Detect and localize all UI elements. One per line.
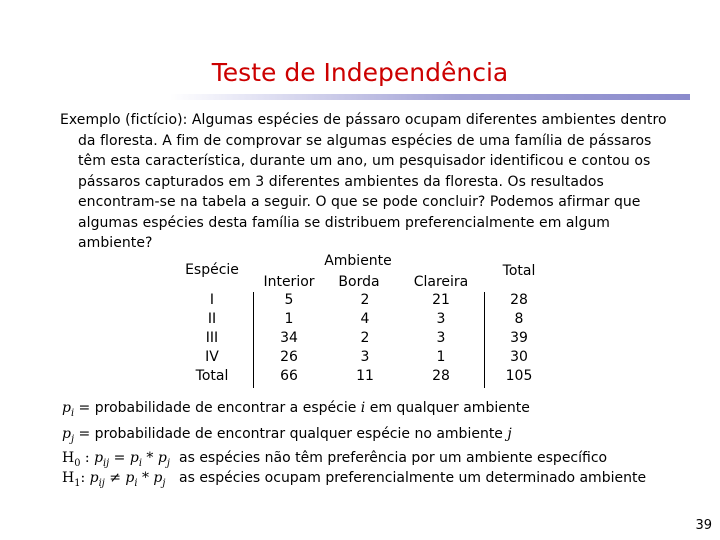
pi-text: = probabilidade de encontrar a espécie (74, 400, 361, 416)
table-cell: 28 (432, 368, 450, 384)
row-total: 30 (510, 349, 528, 365)
h1-formula: $H_1$: $p_{ij} \ne p_i * p_j$ (62, 470, 166, 489)
pj-text: = probabilidade de encontrar qualquer espécie no ambiente (74, 425, 508, 442)
row-total: 8 (514, 311, 524, 327)
row-total: 28 (510, 292, 528, 308)
table-cell: 3 (360, 349, 370, 365)
total-header: Total (502, 263, 536, 279)
pi-variable: i (360, 400, 366, 416)
table-cell: 3 (436, 311, 446, 327)
table-cell: 5 (284, 292, 294, 308)
pj-variable: j (507, 425, 512, 442)
table-cell: 2 (360, 330, 370, 346)
table-cell: 4 (360, 311, 370, 327)
table-cell: 21 (432, 292, 450, 308)
page-number: 39 (695, 518, 712, 533)
table-divider-right (484, 292, 485, 388)
probability-definitions (62, 398, 530, 450)
table-cell: 11 (356, 368, 374, 384)
table-cell: 1 (436, 349, 446, 365)
pi-symbol: $p_i$ (62, 400, 75, 419)
row-total: 105 (505, 368, 533, 384)
pi-definition (62, 398, 530, 424)
pi-tail: em qualquer ambiente (365, 400, 530, 416)
column-header-borda: Borda (338, 274, 380, 290)
table-cell: 3 (436, 330, 446, 346)
table-cell: 26 (280, 349, 298, 365)
environment-header: Ambiente (324, 253, 392, 269)
h0-text: as espécies não têm preferência por um ambiente específico (179, 450, 608, 466)
intro-text: Exemplo (fictício): Algumas espécies de pássaro ocupam diferentes ambientes dentro da floresta. A fim de comprovar se algumas espécies de uma família de pássaros têm esta característica, durante um ano, um pesquisador identificou e contou os pássaros capturados em 3 diferentes ambientes da floresta. Os resultados encontram-se na tabela a seguir. O que se pode concluir? Podemos afirmar que algumas espécies desta família se distribuem preferencialmente em algum ambiente? (60, 112, 667, 251)
h1-text: as espécies ocupam preferencialmente um determinado ambiente (179, 470, 647, 486)
table-cell: 1 (284, 311, 294, 327)
table-cell: 2 (360, 292, 370, 308)
pj-definition (62, 424, 530, 450)
pj-symbol: $p_j$ (62, 425, 75, 445)
row-label: III (205, 330, 219, 346)
slide-title: Teste de Independência (211, 58, 509, 87)
table-cell: 34 (280, 330, 298, 346)
row-total: 39 (510, 330, 528, 346)
table-divider-left (253, 292, 254, 388)
table-cell: 66 (280, 368, 298, 384)
row-label: II (207, 311, 217, 327)
row-label: Total (195, 368, 229, 384)
h0-formula: $H_0$ : $p_{ij} = p_i * p_j$ (62, 450, 170, 469)
row-label: I (209, 292, 215, 308)
column-header-clareira: Clareira (413, 274, 469, 290)
intro-paragraph (60, 110, 680, 254)
row-label: IV (205, 349, 219, 365)
column-header-interior: Interior (263, 274, 315, 290)
title-underline (170, 94, 690, 100)
species-header: Espécie (185, 262, 239, 278)
